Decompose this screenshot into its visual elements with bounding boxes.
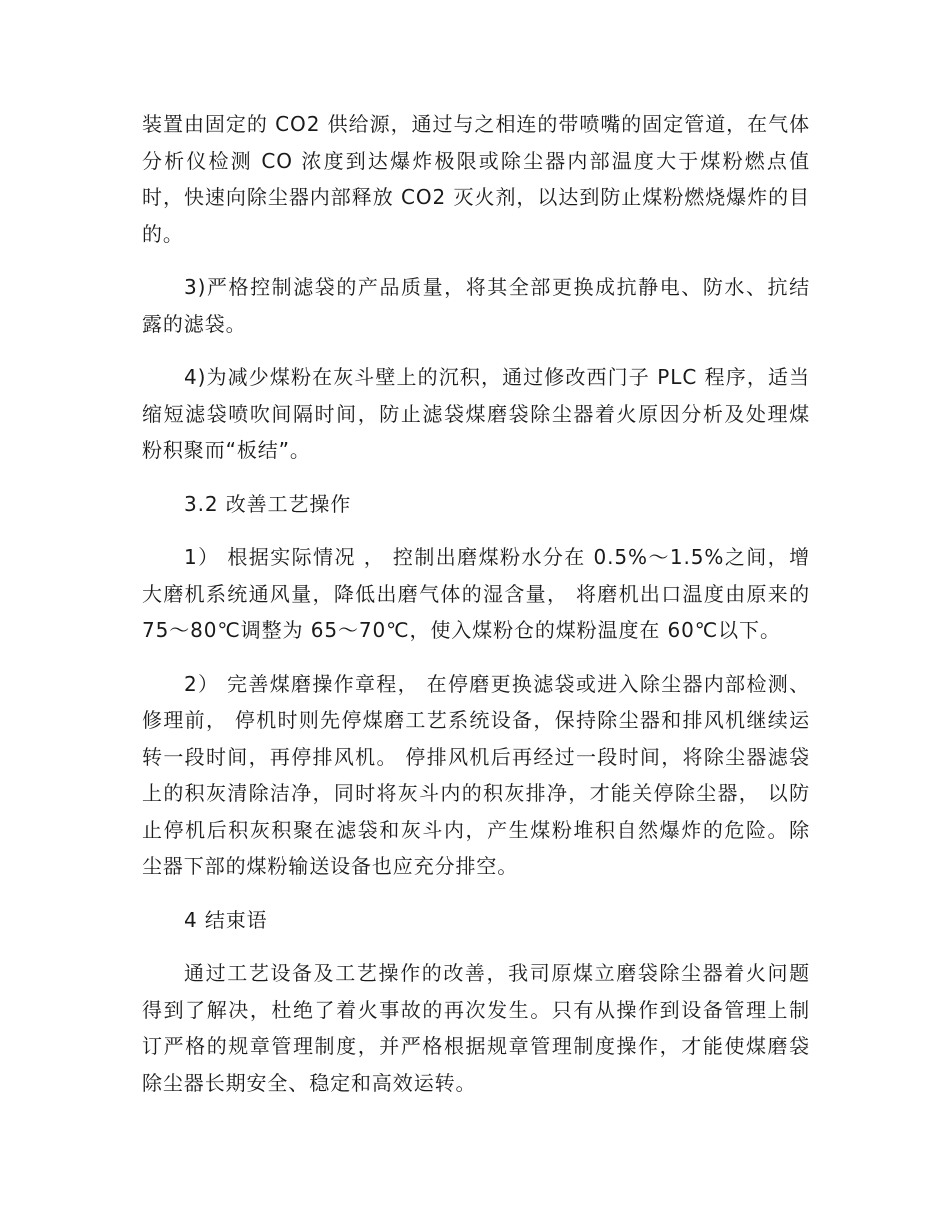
document-body: [142, 106, 810, 1118]
paragraph-plc-program: 4)为减少煤粉在灰斗壁上的沉积，通过修改西门子 PLC 程序，适当缩短滤袋喷吹间隔时间，防止滤袋煤磨袋除尘器着火原因分析及处理煤粉积聚而“板结”。: [142, 365, 810, 462]
section-heading-4: 4 结束语: [184, 907, 268, 932]
paragraph-operating-rules: 2） 完善煤磨操作章程， 在停磨更换滤袋或进入除尘器内部检测、修理前， 停机时则先停煤磨工艺系统设备，保持除尘器和排风机继续运转一段时间，再停排风机。 停排风机后再经过一段时间，将除尘器滤袋上的积灰清除洁净，同时将灰斗内的积灰排净，才能关停除尘器， 以防止停机后积灰积聚在滤袋和灰斗内，产生煤粉堆积自然爆炸的危险。除尘器下部的煤粉输送设备也应充分排空。: [142, 671, 810, 878]
paragraph-filter-bag-quality: 3)严格控制滤袋的产品质量，将其全部更换成抗静电、防水、抗结露的滤袋。: [142, 275, 810, 336]
section-heading-3-2: 3.2 改善工艺操作: [184, 491, 352, 516]
paragraph-moisture-control: 1） 根据实际情况 ， 控制出磨煤粉水分在 0.5%～1.5%之间，增大磨机系统通风量，降低出磨气体的湿含量， 将磨机出口温度由原来的 75～80℃调整为 65～70℃，使入煤粉仓的煤粉温度在 60℃以下。: [142, 545, 810, 642]
paragraph-co2-device: 装置由固定的 CO2 供给源，通过与之相连的带喷嘴的固定管道，在气体分析仪检测 CO 浓度到达爆炸极限或除尘器内部温度大于煤粉燃点值时，快速向除尘器内部释放 CO2 灭火剂，以达到防止煤粉燃烧爆炸的目的。: [142, 112, 810, 246]
paragraph-conclusion: 通过工艺设备及工艺操作的改善，我司原煤立磨袋除尘器着火问题得到了解决，杜绝了着火事故的再次发生。只有从操作到设备管理上制订严格的规章管理制度，并严格根据规章管理制度操作，才能使煤磨袋除尘器长期安全、稳定和高效运转。: [142, 961, 810, 1095]
